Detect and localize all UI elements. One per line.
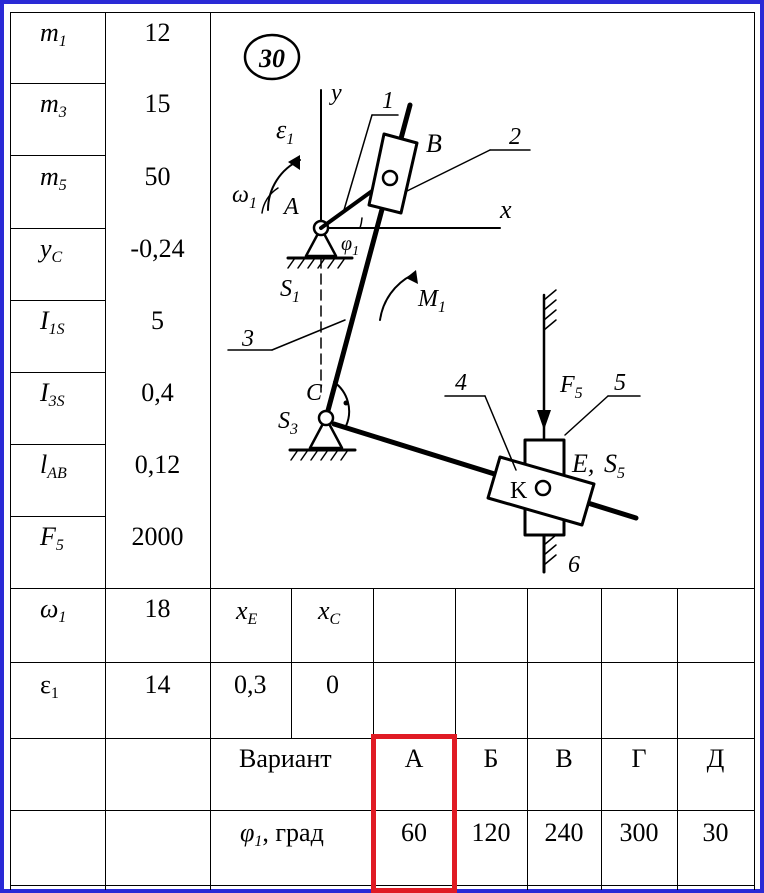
phi-label: $\varphi_1$, град: [240, 818, 324, 850]
param-symbol: $\varepsilon_1$: [40, 670, 59, 702]
param-symbol: $I_{1S}$: [40, 306, 65, 338]
xc-value: 0: [326, 670, 339, 699]
variant-letter: Д: [706, 744, 725, 773]
label-a: A: [284, 194, 299, 220]
label-4: 4: [455, 370, 467, 396]
label-2: 2: [509, 124, 521, 150]
label-phi: $\varphi_1$: [341, 233, 360, 259]
variant-letter: В: [555, 744, 573, 773]
phi-arc: [360, 218, 362, 228]
grid-line: [10, 83, 106, 84]
param-symbol: $y_C$: [40, 234, 63, 266]
grid-line: [754, 12, 755, 890]
variant-angle: 240: [544, 818, 584, 847]
grid-line: [10, 228, 106, 229]
param-value: 50: [144, 162, 171, 191]
param-value: 14: [144, 670, 171, 699]
leader-2: [405, 150, 490, 192]
leader-5: [565, 396, 608, 435]
param-symbol: $m_1$: [40, 18, 67, 50]
joint-c: [319, 411, 333, 425]
label-s3: $S_3$: [278, 408, 298, 438]
param-symbol: $l_{AB}$: [40, 450, 67, 482]
variant-letter: А: [404, 744, 424, 773]
label-omega: $\omega_1$: [232, 182, 257, 212]
label-b: B: [426, 129, 442, 158]
grid-line: [10, 662, 755, 663]
label-f: $F_5$: [560, 372, 583, 402]
variant-angle: 120: [471, 818, 511, 847]
grid-line: [291, 588, 292, 738]
param-value: -0,24: [130, 234, 185, 263]
label-6: 6: [568, 552, 580, 578]
label-s5: $S_5$: [604, 449, 625, 482]
param-symbol: $m_5$: [40, 162, 67, 194]
label-s1: $S_1$: [280, 276, 300, 306]
variant-letter: Б: [483, 744, 499, 773]
param-value: 12: [144, 18, 171, 47]
grid-line: [10, 372, 106, 373]
variant-angle: 300: [619, 818, 659, 847]
label-e: E,: [572, 449, 595, 478]
variant-letter: Г: [631, 744, 647, 773]
param-value: 15: [144, 89, 171, 118]
param-symbol: $\omega_1$: [40, 594, 67, 626]
grid-line: [10, 155, 106, 156]
x-axis-label: x: [500, 195, 512, 224]
grid-line: [210, 12, 211, 890]
grid-line: [10, 300, 106, 301]
ground-top: [544, 290, 556, 330]
param-symbol: $F_5$: [40, 522, 64, 554]
label-5: 5: [614, 370, 626, 396]
grid-line: [10, 12, 11, 890]
mechanism-diagram: [212, 12, 754, 589]
y-axis-label: y: [331, 80, 342, 106]
param-value: 5: [151, 306, 164, 335]
label-c: C: [306, 380, 323, 406]
param-value: 0,4: [141, 378, 174, 407]
param-symbol: $m_3$: [40, 89, 67, 121]
param-value: 2000: [131, 522, 184, 551]
label-1: 1: [382, 88, 394, 114]
xc-symbol: $x_C$: [318, 596, 341, 628]
xe-value: 0,3: [234, 670, 267, 699]
grid-line: [10, 516, 106, 517]
joint-b: [383, 171, 397, 185]
selected-variant-highlight: [371, 734, 457, 893]
xe-symbol: $x_E$: [236, 596, 258, 628]
grid-line: [10, 444, 106, 445]
variant-number: 30: [259, 44, 285, 73]
label-m: $M_1$: [418, 286, 446, 316]
param-symbol: $I_{3S}$: [40, 378, 65, 410]
force-arrow: [537, 410, 551, 430]
moment-arrow: [380, 275, 412, 320]
label-3: 3: [242, 326, 254, 352]
variant-angle: 60: [401, 818, 427, 847]
param-value: 0,12: [134, 450, 181, 479]
ground-bottom: [544, 535, 556, 565]
label-k: K: [510, 478, 528, 504]
param-value: 18: [144, 594, 171, 623]
variant-angle: 30: [702, 818, 729, 847]
joint-k: [536, 481, 550, 495]
label-eps: $\varepsilon_1$: [276, 115, 295, 148]
variant-label: Вариант: [239, 744, 332, 773]
